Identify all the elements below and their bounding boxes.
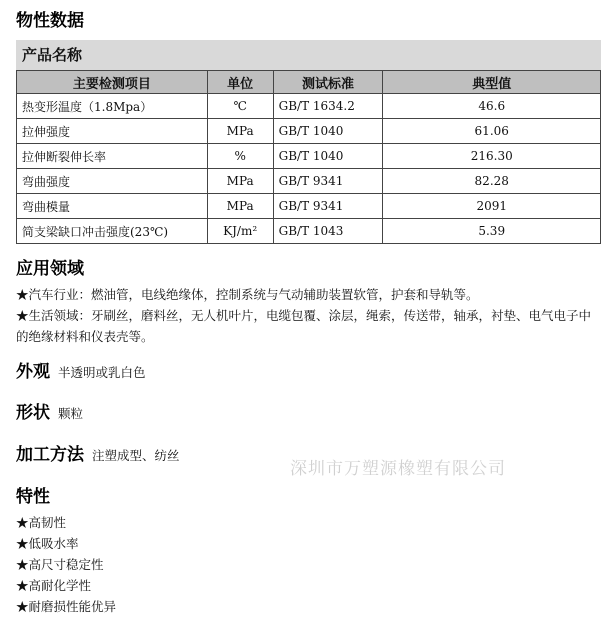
application-item: ★汽车行业：燃油管，电线绝缘体，控制系统与气动辅助装置软管，护套和导轨等。 <box>16 287 479 302</box>
section-title-features: 特性 <box>16 487 50 507</box>
header-unit: 单位 <box>207 71 273 94</box>
table-row <box>17 194 601 219</box>
cell-unit: MPa <box>207 119 273 144</box>
feature-item: ★耐磨损性能优异 <box>16 599 117 614</box>
cell-standard: GB/T 1040 <box>273 119 383 144</box>
table-row <box>17 119 601 144</box>
feature-item: ★高韧性 <box>16 515 67 530</box>
table-row <box>17 94 601 119</box>
cell-value: 5.39 <box>383 219 601 244</box>
cell-unit: % <box>207 144 273 169</box>
cell-standard: GB/T 9341 <box>273 169 383 194</box>
appearance-value: 半透明或乳白色 <box>58 365 146 380</box>
section-title-processing: 加工方法 <box>16 445 84 465</box>
cell-value: 82.28 <box>383 169 601 194</box>
cell-value: 216.30 <box>383 144 601 169</box>
cell-unit: ℃ <box>207 94 273 119</box>
header-value: 典型值 <box>383 71 601 94</box>
application-list <box>16 284 601 347</box>
cell-standard: GB/T 1040 <box>273 144 383 169</box>
section-title-physical: 物性数据 <box>16 11 84 31</box>
feature-item: ★高尺寸稳定性 <box>16 557 104 572</box>
table-row <box>17 169 601 194</box>
table-row <box>17 144 601 169</box>
cell-value: 61.06 <box>383 119 601 144</box>
cell-item: 简支梁缺口冲击强度(23℃) <box>17 219 208 244</box>
properties-table <box>16 70 601 244</box>
header-item: 主要检测项目 <box>17 71 208 94</box>
cell-standard: GB/T 1043 <box>273 219 383 244</box>
header-standard: 测试标准 <box>273 71 383 94</box>
shape-row <box>16 398 83 423</box>
cell-item: 弯曲强度 <box>17 169 208 194</box>
cell-item: 拉伸断裂伸长率 <box>17 144 208 169</box>
section-title-application: 应用领域 <box>16 259 84 279</box>
table-row <box>17 219 601 244</box>
cell-value: 46.6 <box>383 94 601 119</box>
cell-item: 拉伸强度 <box>17 119 208 144</box>
cell-unit: KJ/m² <box>207 219 273 244</box>
watermark-text: 深圳市万塑源橡塑有限公司 <box>290 459 506 479</box>
features-list <box>16 512 116 617</box>
product-name-band: 产品名称 <box>16 40 601 70</box>
appearance-row <box>16 357 146 382</box>
shape-value: 颗粒 <box>58 406 84 421</box>
cell-standard: GB/T 9341 <box>273 194 383 219</box>
processing-value: 注塑成型、纺丝 <box>92 448 180 463</box>
cell-item: 热变形温度（1.8Mpa） <box>17 94 208 119</box>
application-item: ★生活领域：牙刷丝，磨料丝，无人机叶片，电缆包覆、涂层，绳索，传送带，轴承，衬垫、电气电子中的绝缘材料和仪表壳等。 <box>16 308 592 344</box>
section-title-appearance: 外观 <box>16 362 50 382</box>
table-header-row <box>17 71 601 94</box>
cell-item: 弯曲模量 <box>17 194 208 219</box>
processing-row <box>16 440 180 465</box>
cell-standard: GB/T 1634.2 <box>273 94 383 119</box>
cell-unit: MPa <box>207 169 273 194</box>
feature-item: ★高耐化学性 <box>16 578 92 593</box>
feature-item: ★低吸水率 <box>16 536 79 551</box>
cell-unit: MPa <box>207 194 273 219</box>
section-title-shape: 形状 <box>16 403 50 423</box>
cell-value: 2091 <box>383 194 601 219</box>
